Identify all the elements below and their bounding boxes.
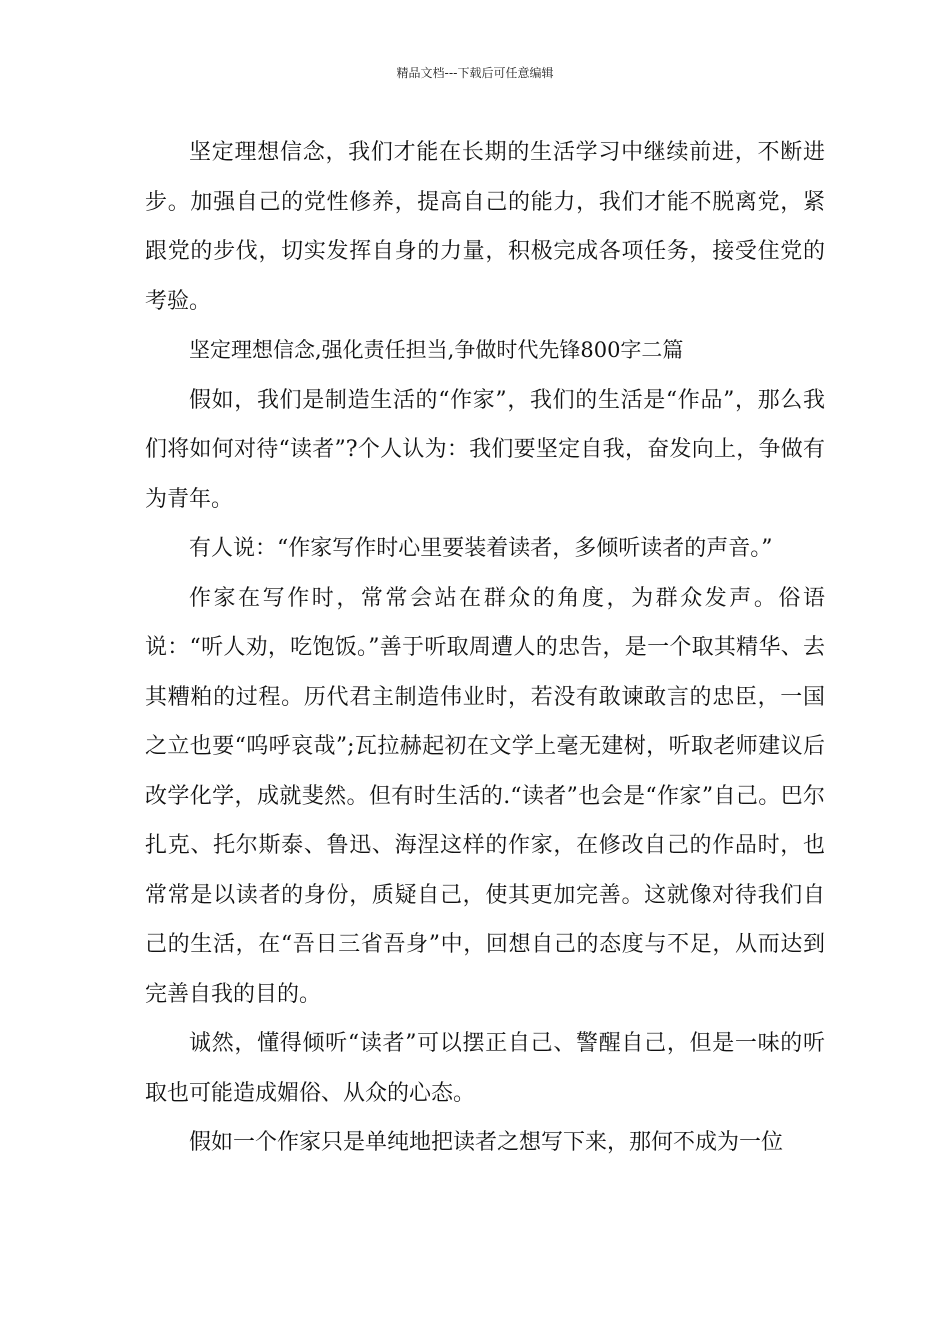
- paragraph: 诚然，懂得倾听“读者”可以摆正自己、警醒自己，但是一味的听取也可能造成媚俗、从众的心态。: [145, 1031, 825, 1106]
- paragraph: 作家在写作时，常常会站在群众的角度，为群众发声。俗语说：“听人劝，吃饱饭。”善于听取周遭人的忠告，是一个取其精华、去其糟粕的过程。历代君主制造伟业时，若没有敢谏敢言的忠臣，一国之立也要“呜呼哀哉”;瓦拉赫起初在文学上毫无建树，听取老师建议后改学化学，成就斐然。但有时生活的.“读者”也会是“作家”自己。巴尔扎克、托尔斯泰、鲁迅、海涅这样的作家，在修改自己的作品时，也常常是以读者的身份，质疑自己，使其更加完善。这就像对待我们自己的生活，在“吾日三省吾身”中，回想自己的态度与不足，从而达到完善自我的目的。: [145, 585, 825, 1007]
- section-title: 坚定理想信念,强化责任担当,争做时代先锋800字二篇: [189, 338, 684, 362]
- paragraph: 假如一个作家只是单纯地把读者之想写下来，那何不成为一位: [189, 1130, 784, 1155]
- paragraph: 坚定理想信念，我们才能在长期的生活学习中继续前进，不断进步。加强自己的党性修养，提高自己的能力，我们才能不脱离党，紧跟党的步伐，切实发挥自身的力量，积极完成各项任务，接受住党的考验。: [145, 140, 825, 314]
- paragraph: 假如，我们是制造生活的“作家”，我们的生活是“作品”，那么我们将如何对待“读者”?个人认为：我们要坚定自我，奋发向上，争做有为青年。: [145, 387, 825, 512]
- document-body: [145, 128, 825, 1168]
- page-header: 精品文档---下载后可任意编辑: [396, 66, 554, 80]
- paragraph: 有人说：“作家写作时心里要装着读者，多倾听读者的声音。”: [189, 536, 773, 561]
